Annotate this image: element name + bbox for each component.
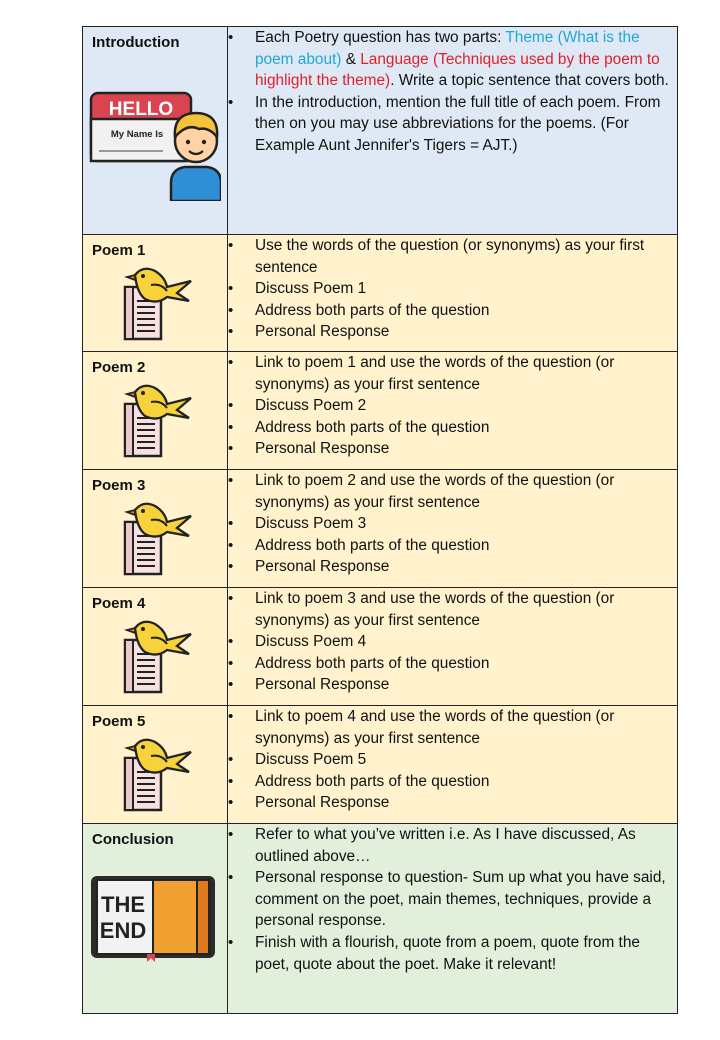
bullet-dot: • [228,515,234,533]
bullet-item [228,278,677,300]
the-end-book-icon [89,874,217,967]
hello-text: HELLO [108,99,174,120]
bullet-dot: • [228,772,234,790]
bullet-item [228,792,677,814]
poem-label: Poem 2 [92,359,146,376]
poem-body-cell [228,588,678,706]
bullet-item [228,706,677,749]
bullet-item [228,932,677,975]
bullet-dot: • [228,440,234,458]
bullet-item [228,824,677,867]
intro-label-cell [83,27,228,235]
poem-body-cell [228,470,678,588]
bullet-dot: • [228,590,234,607]
poem-row [83,588,678,706]
bullet-dot: • [228,237,234,254]
bullet-text: Personal Response [255,558,390,576]
essay-plan-table [82,26,678,1014]
bullet-dot: • [228,354,234,371]
language-text: Language (Techniques used by the poem to highlight the theme) [255,50,660,90]
bullet-item [228,588,677,631]
bullet-dot: • [228,29,234,46]
bullet-dot: • [228,558,234,576]
bullet-item [228,470,677,513]
bullet-text: Address both parts of the question [255,301,490,319]
bullet-dot: • [228,708,234,725]
bullet-item [228,771,677,793]
bullet-item [228,352,677,395]
bullet-item [228,867,677,932]
bullet-item [228,395,677,417]
bullet-item [228,674,677,696]
poem-bullets [228,470,677,578]
conclusion-body-cell [228,824,678,1014]
poem-bullets [228,706,677,814]
bullet-text: . Write a topic sentence that covers both. [390,72,669,90]
bullet-text: Address both parts of the question [255,654,490,672]
bullet-dot: • [228,751,234,769]
bird-on-paper-icon [121,736,193,817]
bird-on-paper-icon [121,500,193,581]
bullet-item [228,556,677,578]
my-name-is-text: My Name Is [110,129,164,140]
bullet-text: Address both parts of the question [255,418,490,436]
conclusion-label: Conclusion [92,831,174,848]
bird-on-paper-icon [121,618,193,699]
bullet-text: & [341,50,361,68]
bullet-item [228,92,677,157]
bullet-dot: • [228,869,234,887]
conclusion-bullets [228,824,677,975]
bullet-text: Address both parts of the question [255,772,490,790]
poem-body-cell [228,706,678,824]
bullet-text: Link to poem 1 and use the words of the question (or synonyms) as your first sentence [255,354,615,393]
book-text-the: THE [101,892,145,917]
poem-label-cell [83,235,228,352]
poem-row [83,470,678,588]
poem-label: Poem 1 [92,242,146,259]
bullet-dot: • [228,676,234,694]
bullet-item [228,27,677,92]
bullet-dot: • [228,472,234,489]
poem-bullets [228,352,677,460]
poem-label-cell [83,588,228,706]
conclusion-row [83,824,678,1014]
bullet-item [228,535,677,557]
intro-body-cell [228,27,678,235]
bullet-dot: • [228,933,234,951]
bullet-item [228,749,677,771]
bullet-text: Link to poem 3 and use the words of the question (or synonyms) as your first sentence [255,590,615,629]
bullet-text: Refer to what you’ve written i.e. As I have discussed, As outlined above… [255,826,636,865]
bullet-text: Discuss Poem 3 [255,515,367,533]
bullet-dot: • [228,418,234,436]
bullet-text: Each Poetry question has two parts: [255,29,506,46]
poem-bullets [228,235,677,343]
bullet-text: Discuss Poem 5 [255,751,367,769]
bullet-text: In the introduction, mention the full title of each poem. From then on you may use abbreviations for the poems. (For Example Aunt Jennifer's Tigers = AJT.) [255,93,661,154]
bullet-dot: • [228,536,234,554]
bullet-text: Address both parts of the question [255,536,490,554]
poem-label: Poem 3 [92,477,146,494]
poem-bullets [228,588,677,696]
poem-label-cell [83,470,228,588]
bullet-dot: • [228,280,234,298]
poem-label: Poem 4 [92,595,146,612]
bullet-dot: • [228,397,234,415]
bullet-dot: • [228,633,234,651]
conclusion-label-cell [83,824,228,1014]
bullet-text: Link to poem 2 and use the words of the question (or synonyms) as your first sentence [255,472,615,511]
book-text-end: END [99,918,147,943]
bird-on-paper-icon [121,382,193,463]
bullet-text: Discuss Poem 1 [255,280,367,298]
bird-on-paper-icon [121,265,193,346]
bullet-item [228,321,677,343]
poem-body-cell [228,352,678,470]
bullet-item [228,513,677,535]
bullet-item [228,438,677,460]
hello-name-tag-person-icon [89,89,221,206]
poem-row [83,235,678,352]
bullet-text: Discuss Poem 4 [255,633,367,651]
poem-label: Poem 5 [92,713,146,730]
intro-row [83,27,678,235]
theme-text: Theme (What is the poem about) [255,29,640,68]
bullet-dot: • [228,323,234,341]
poem-label-cell [83,706,228,824]
poem-row [83,706,678,824]
poem-body-cell [228,235,678,352]
bullet-item [228,631,677,653]
bullet-dot: • [228,794,234,812]
bullet-text: Link to poem 4 and use the words of the question (or synonyms) as your first sentence [255,708,615,747]
bullet-text: Personal Response [255,676,390,694]
bullet-item [228,300,677,322]
bullet-text: Use the words of the question (or synonyms) as your first sentence [255,237,645,276]
intro-bullets [228,27,677,157]
poem-row [83,352,678,470]
bullet-dot: • [228,826,234,843]
bullet-text: Finish with a flourish, quote from a poem, quote from the poet, quote about the poet. Make it relevant! [255,933,640,973]
bullet-item [228,653,677,675]
bullet-dot: • [228,654,234,672]
bullet-text: Personal Response [255,440,390,458]
intro-label: Introduction [92,34,180,51]
bullet-text: Personal Response [255,794,390,812]
bullet-dot: • [228,93,234,111]
bullet-text: Discuss Poem 2 [255,397,367,415]
poem-label-cell [83,352,228,470]
bullet-item [228,417,677,439]
bullet-dot: • [228,301,234,319]
bullet-text: Personal response to question- Sum up what you have said, comment on the poet, main themes, techniques, provide a personal response. [255,869,666,930]
bullet-text: Personal Response [255,323,390,341]
bullet-item [228,235,677,278]
